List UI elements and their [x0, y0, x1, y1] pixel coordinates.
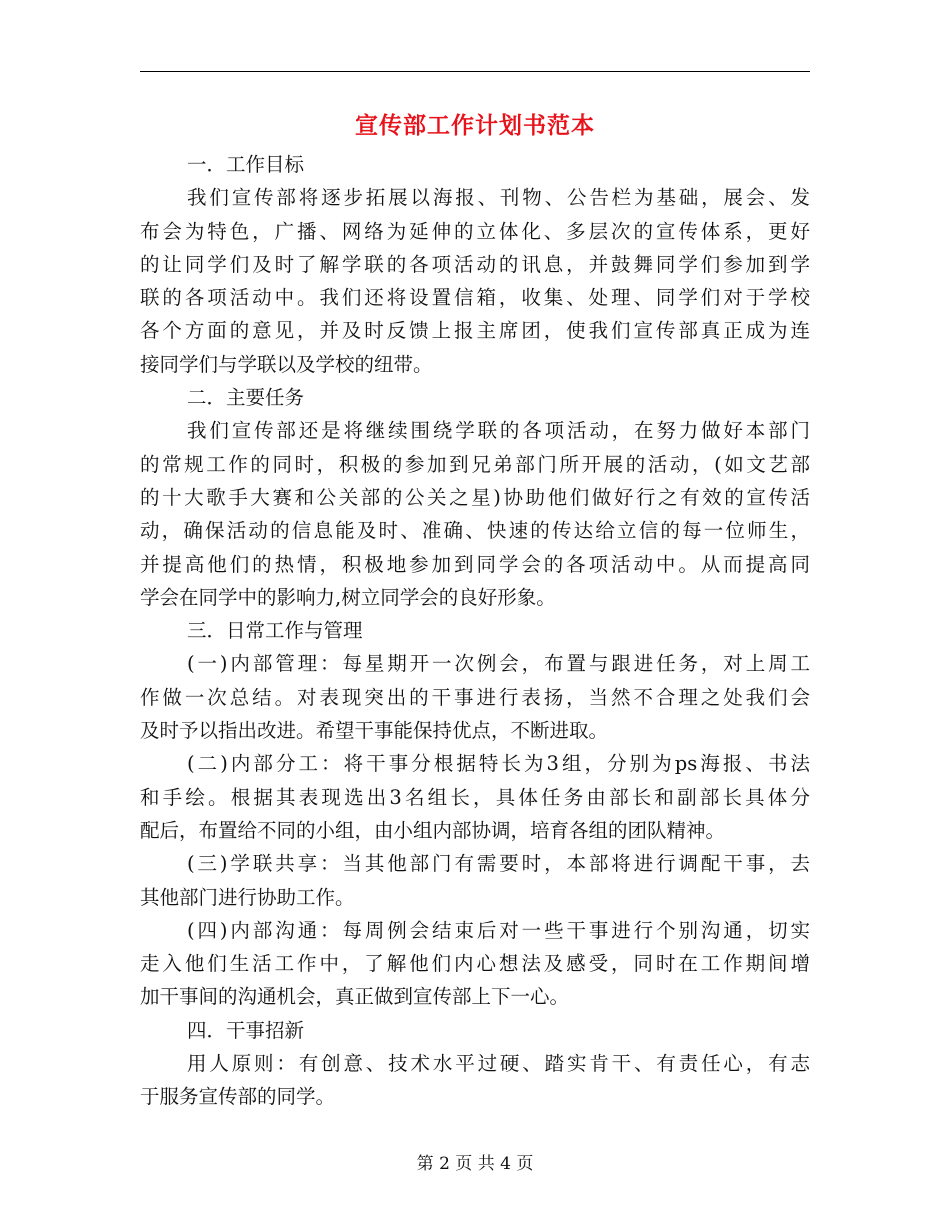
text-line: 并提高他们的热情，积极地参加到同学会的各项活动中。从而提高同	[140, 552, 810, 576]
text-line: 的十大歌手大赛和公关部的公关之星)协助他们做好行之有效的宣传活	[140, 485, 810, 509]
text-line: 三．日常工作与管理	[187, 619, 363, 643]
header-rule	[140, 71, 810, 72]
text-line: 及时予以指出改进。希望干事能保持优点，不断进取。	[140, 719, 609, 743]
text-line: 的让同学们及时了解学联的各项活动的讯息，并鼓舞同学们参加到学	[140, 252, 810, 276]
text-line: 接同学们与学联以及学校的纽带。	[140, 352, 433, 376]
text-line: 我们宣传部还是将继续围绕学联的各项活动，在努力做好本部门	[187, 419, 810, 443]
text-line: 加干事间的沟通机会，真正做到宣传部上下一心。	[140, 985, 570, 1009]
text-line: (二)内部分工：将干事分根据特长为3组，分别为ps海报、书法	[187, 752, 810, 776]
text-line: 和手绘。根据其表现选出3名组长，具体任务由部长和副部长具体分	[140, 785, 810, 809]
text-line: 各个方面的意见，并及时反馈上报主席团，使我们宣传部真正成为连	[140, 319, 810, 343]
text-line: 布会为特色，广播、网络为延伸的立体化、多层次的宣传体系，更好	[140, 219, 810, 243]
text-line: 作做一次总结。对表现突出的干事进行表扬，当然不合理之处我们会	[140, 685, 810, 709]
document-body	[140, 148, 810, 1114]
text-line: 我们宣传部将逐步拓展以海报、刊物、公告栏为基础，展会、发	[187, 186, 810, 210]
text-line: 二．主要任务	[187, 386, 305, 410]
text-line: 的常规工作的同时，积极的参加到兄弟部门所开展的活动，(如文艺部	[140, 452, 810, 476]
text-line: (三)学联共享：当其他部门有需要时，本部将进行调配干事，去	[187, 852, 810, 876]
text-line: 四．干事招新	[187, 1018, 305, 1042]
text-line: 其他部门进行协助工作。	[140, 885, 355, 909]
text-line: 走入他们生活工作中，了解他们内心想法及感受，同时在工作期间增	[140, 952, 810, 976]
text-line: 配后，布置给不同的小组，由小组内部协调，培育各组的团队精神。	[140, 818, 726, 842]
text-line: 一．工作目标	[187, 153, 305, 176]
document-title: 宣传部工作计划书范本	[355, 112, 595, 139]
text-line: 用人原则：有创意、技术水平过硬、踏实肯干、有责任心，有志	[187, 1052, 810, 1076]
text-line: 于服务宣传部的同学。	[140, 1085, 336, 1109]
text-line: (四)内部沟通：每周例会结束后对一些干事进行个别沟通，切实	[187, 918, 810, 942]
text-line: 动，确保活动的信息能及时、准确、快速的传达给立信的每一位师生，	[140, 519, 810, 543]
text-line: (一)内部管理：每星期开一次例会，布置与跟进任务，对上周工	[187, 652, 810, 676]
text-line: 联的各项活动中。我们还将设置信箱，收集、处理、同学们对于学校	[140, 286, 810, 310]
text-line: 学会在同学中的影响力,树立同学会的良好形象。	[140, 585, 556, 609]
page-footer: 第 2 页 共 4 页	[416, 1154, 534, 1174]
